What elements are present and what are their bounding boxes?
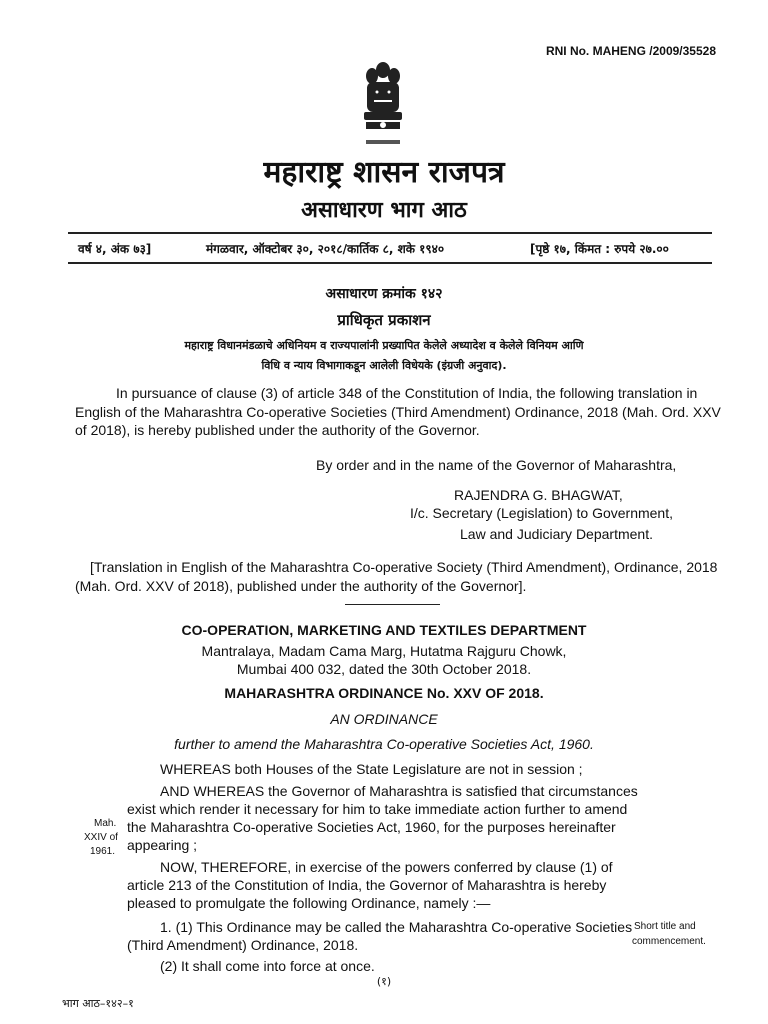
- ordinance-purpose: further to amend the Maharashtra Co-operative Societies Act, 1960.: [174, 736, 594, 752]
- signatory-designation1: I/c. Secretary (Legislation) to Government,: [410, 505, 673, 521]
- by-order-text: By order and in the name of the Governor of Maharashtra,: [316, 457, 677, 473]
- margin-note-left3: 1961.: [90, 846, 116, 857]
- part-reference: भाग आठ–१४२–१: [62, 997, 134, 1010]
- issue-volume: वर्ष ४, अंक ७३]: [78, 242, 152, 256]
- whereas-clause1: WHEREAS both Houses of the State Legislature are not in session ;: [160, 761, 583, 777]
- ordinance-number: MAHARASHTRA ORDINANCE No. XXV OF 2018.: [224, 685, 544, 701]
- department-name: CO-OPERATION, MARKETING AND TEXTILES DEPARTMENT: [181, 622, 587, 638]
- section1-line2: (Third Amendment) Ordinance, 2018.: [127, 937, 359, 953]
- gazette-title: महाराष्ट्र शासन राजपत्र: [263, 155, 505, 190]
- signatory-name: RAJENDRA G. BHAGWAT,: [454, 487, 623, 503]
- now-therefore-line2: article 213 of the Constitution of India, the Governor of Maharashtra is hereby: [127, 877, 607, 893]
- whereas-clause2-line1: AND WHEREAS the Governor of Maharashtra is satisfied that circumstances: [160, 783, 638, 799]
- now-therefore-line3: pleased to promulgate the following Ordinance, namely :—: [127, 895, 491, 911]
- department-address2: Mumbai 400 032, dated the 30th October 2018.: [236, 661, 532, 677]
- margin-note-right1: Short title and: [634, 921, 696, 932]
- whereas-clause2-line4: appearing ;: [127, 837, 198, 853]
- whereas-clause2-line2: exist which render it necessary for him to take immediate action further to amend: [127, 801, 628, 817]
- department-address1: Mantralaya, Madam Cama Marg, Hutatma Rajguru Chowk,: [201, 643, 567, 659]
- issue-pages-price: [पृष्ठे १७, किंमत : रुपये २७.००: [530, 242, 669, 256]
- section1-subsection2: (2) It shall come into force at once.: [160, 958, 375, 974]
- rni-number: RNI No. MAHENG /2009/35528: [545, 44, 716, 58]
- margin-note-left1: Mah.: [94, 818, 117, 829]
- separator-line: [345, 604, 440, 605]
- extraordinary-number: असाधारण क्रमांक १४२: [325, 286, 443, 302]
- translation-note-line1: [Translation in English of the Maharashtra Co-operative Society (Third Amendment), Ordinance, 2018: [90, 559, 718, 575]
- ordinance-kind: AN ORDINANCE: [330, 711, 438, 727]
- margin-note-left2: XXIV of: [84, 832, 118, 843]
- authority-heading: प्राधिकृत प्रकाशन: [337, 311, 431, 329]
- section1-line1: 1. (1) This Ordinance may be called the Maharashtra Co-operative Societies: [160, 919, 633, 935]
- publication-desc-line1: महाराष्ट्र विधानमंडळाचे अधिनियम व राज्यपालांनी प्रख्यापित केलेले अध्यादेश व केलेले विनियम आणि: [184, 339, 584, 352]
- signatory-designation2: Law and Judiciary Department.: [460, 526, 653, 542]
- preamble-line1: In pursuance of clause (3) of article 348 of the Constitution of India, the following translation in: [116, 385, 698, 401]
- margin-note-right2: commencement.: [632, 936, 706, 947]
- translation-note-line2: (Mah. Ord. XXV of 2018), published under the authority of the Governor].: [75, 578, 527, 594]
- issue-date: मंगळवार, ऑक्टोबर ३०, २०१८/कार्तिक ८, शके १९४०: [206, 242, 445, 256]
- page-number: (१): [376, 975, 392, 988]
- preamble-line3: of 2018), is hereby published under the authority of the Governor.: [75, 422, 480, 438]
- whereas-clause2-line3: the Maharashtra Co-operative Societies Act, 1960, for the purposes hereinafter: [127, 819, 616, 835]
- state-emblem-icon: [358, 60, 408, 152]
- publication-desc-line2: विधि व न्याय विभागाकडून आलेली विधेयके (इंग्रजी अनुवाद).: [261, 359, 507, 372]
- preamble-line2: English of the Maharashtra Co-operative Societies (Third Amendment) Ordinance, 2018 (Mah. Ord. XXV: [75, 404, 721, 420]
- gazette-subtitle: असाधारण भाग आठ: [301, 198, 467, 223]
- header-top-rule: [68, 232, 712, 234]
- header-bottom-rule: [68, 262, 712, 264]
- now-therefore-line1: NOW, THEREFORE, in exercise of the powers conferred by clause (1) of: [160, 859, 613, 875]
